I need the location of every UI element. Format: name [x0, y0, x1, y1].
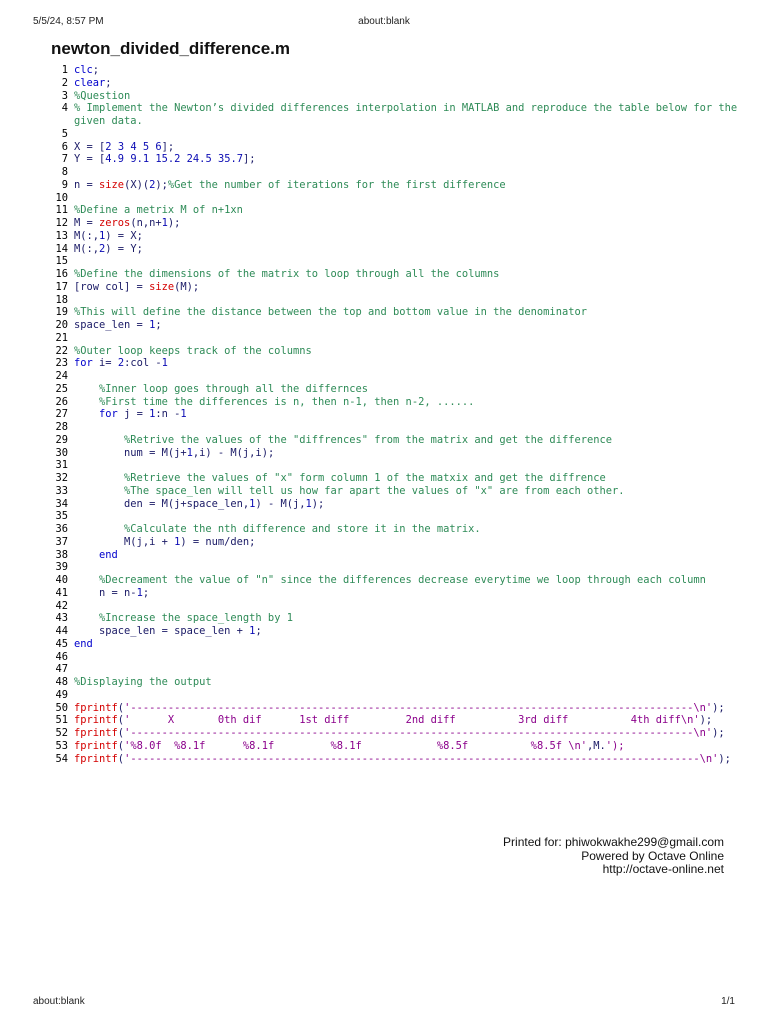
print-page-title: about:blank	[358, 16, 410, 27]
line-number: 44	[55, 625, 68, 637]
code-line	[48, 192, 738, 205]
line-number: 43	[55, 612, 68, 625]
code-text: %Define a metrix M of n+1xn	[74, 204, 243, 217]
code-line	[48, 370, 738, 383]
line-number: 29	[55, 433, 68, 446]
print-footer-url: about:blank	[33, 996, 85, 1007]
code-text: %Increase the space_length by 1	[99, 612, 293, 625]
code-text: n = n-1;	[74, 586, 150, 599]
code-text: fprintf('------------------------------------------------------------------------------------------\n');	[74, 727, 725, 739]
print-info	[503, 836, 724, 877]
line-number: 49	[55, 688, 68, 701]
code-text: n = size(X)(2);%Get the number of iterations for the first difference	[74, 178, 506, 191]
print-page-count: 1/1	[721, 996, 735, 1007]
code-line	[48, 600, 738, 613]
line-number: 21	[55, 331, 68, 344]
line-number: 23	[55, 357, 68, 370]
code-text: %Calculate the nth difference and store it in the matrix.	[124, 523, 481, 535]
line-number: 35	[55, 510, 68, 523]
line-number: 28	[55, 421, 68, 433]
code-text: for i= 2:col -1	[74, 357, 168, 370]
code-text: %Question	[74, 89, 131, 102]
code-line	[48, 179, 738, 192]
code-line	[48, 574, 738, 587]
code-line	[48, 727, 738, 740]
line-number: 40	[55, 574, 68, 586]
code-text: %This will define the distance between the top and bottom value in the denominator	[74, 306, 587, 319]
line-number: 19	[55, 306, 68, 319]
code-line	[48, 510, 738, 523]
code-line	[48, 536, 738, 549]
line-number: 9	[61, 178, 68, 191]
code-text: Y = [4.9 9.1 15.2 24.5 35.7];	[74, 153, 256, 166]
code-text: M(:,1) = X;	[74, 229, 143, 242]
code-text: end	[99, 548, 118, 561]
code-line	[48, 306, 738, 319]
code-text: clc;	[74, 64, 100, 76]
code-text: % Implement the Newton’s divided differences interpolation in MATLAB and reproduce the table below for the given data.	[74, 102, 744, 127]
code-line	[48, 141, 738, 154]
code-line	[48, 561, 738, 574]
line-number: 24	[55, 370, 68, 382]
code-text: space_len = space_len + 1;	[74, 625, 262, 637]
print-datetime: 5/5/24, 8:57 PM	[33, 16, 104, 27]
code-line	[48, 485, 738, 498]
code-line	[48, 740, 738, 753]
code-line	[48, 281, 738, 294]
line-number: 6	[61, 140, 68, 153]
code-line	[48, 294, 738, 307]
code-line	[48, 153, 738, 166]
file-title: newton_divided_difference.m	[51, 39, 290, 58]
code-line	[48, 676, 738, 689]
code-line	[48, 64, 738, 77]
code-text: den = M(j+space_len,1) - M(j,1);	[74, 497, 325, 510]
line-number: 2	[61, 76, 68, 89]
code-text: %First time the differences is n, then n-1, then n-2, ......	[99, 395, 475, 408]
code-text: fprintf('-------------------------------------------------------------------------------------------\n');	[74, 752, 731, 765]
code-line	[48, 549, 738, 562]
line-number: 50	[55, 701, 68, 714]
code-line	[48, 319, 738, 332]
code-text: [row col] = size(M);	[74, 280, 200, 293]
line-number: 16	[55, 268, 68, 280]
code-text: %Decreament the value of "n" since the differences decrease everytime we loop through each column	[99, 574, 706, 586]
line-number: 11	[55, 204, 68, 217]
line-number: 48	[55, 676, 68, 688]
code-text: %The space_len will tell us how far apart the values of "x" are from each other.	[124, 484, 625, 497]
code-line	[48, 204, 738, 217]
line-number: 33	[55, 484, 68, 497]
line-number: 41	[55, 586, 68, 599]
code-text: fprintf('------------------------------------------------------------------------------------------\n');	[74, 701, 725, 714]
code-text: clear;	[74, 76, 112, 89]
line-number: 26	[55, 395, 68, 408]
code-line	[48, 498, 738, 511]
line-number: 39	[55, 561, 68, 574]
line-number: 52	[55, 727, 68, 739]
line-number: 5	[61, 127, 68, 140]
code-line	[48, 166, 738, 179]
code-text: M(j,i + 1) = num/den;	[74, 535, 256, 548]
line-number: 38	[55, 548, 68, 561]
code-line	[48, 77, 738, 90]
line-number: 47	[55, 663, 68, 676]
code-text: X = [2 3 4 5 6];	[74, 140, 175, 153]
code-line	[48, 396, 738, 409]
code-line	[48, 128, 738, 141]
line-number: 14	[55, 242, 68, 255]
code-line	[48, 472, 738, 485]
line-number: 4	[61, 102, 68, 115]
line-number: 27	[55, 408, 68, 421]
powered-by: Powered by Octave Online	[581, 848, 724, 863]
code-line	[48, 434, 738, 447]
code-line	[48, 587, 738, 600]
code-line	[48, 625, 738, 638]
code-line	[48, 447, 738, 460]
code-line	[48, 408, 738, 421]
code-text: space_len = 1;	[74, 319, 162, 331]
code-text: %Define the dimensions of the matrix to loop through all the columns	[74, 268, 500, 280]
code-line	[48, 255, 738, 268]
line-number: 8	[61, 166, 68, 178]
code-line	[48, 702, 738, 715]
code-line	[48, 243, 738, 256]
code-text: for j = 1:n -1	[99, 408, 187, 421]
code-line	[48, 714, 738, 727]
line-number: 51	[55, 714, 68, 727]
code-line	[48, 421, 738, 434]
code-text: %Retrieve the values of "x" form column 1 of the matxix and get the diffrence	[124, 472, 606, 484]
line-number: 34	[55, 497, 68, 510]
code-text: M = zeros(n,n+1);	[74, 217, 181, 229]
code-text: num = M(j+1,i) - M(j,i);	[74, 446, 275, 459]
line-number: 3	[61, 89, 68, 102]
code-line	[48, 230, 738, 243]
line-number: 13	[55, 229, 68, 242]
line-number: 32	[55, 472, 68, 484]
line-number: 12	[55, 217, 68, 229]
line-number: 15	[55, 255, 68, 268]
code-text: M(:,2) = Y;	[74, 242, 143, 255]
line-number: 10	[55, 191, 68, 204]
code-line	[48, 332, 738, 345]
line-number: 37	[55, 535, 68, 548]
code-line	[48, 689, 738, 702]
code-text: %Outer loop keeps track of the columns	[74, 344, 312, 357]
line-number: 46	[55, 650, 68, 663]
code-text: fprintf('%8.0f %8.1f %8.1f %8.1f %8.5f %8.5f \n',M.');	[74, 739, 625, 752]
line-number: 36	[55, 523, 68, 535]
code-line	[48, 523, 738, 536]
line-number: 30	[55, 446, 68, 459]
line-number: 53	[55, 739, 68, 752]
code-line	[48, 217, 738, 230]
code-line	[48, 102, 744, 128]
line-number: 42	[55, 599, 68, 612]
code-text: %Retrive the values of the "diffrences" from the matrix and get the difference	[124, 433, 612, 446]
line-number: 22	[55, 344, 68, 357]
line-number: 31	[55, 459, 68, 472]
code-line	[48, 638, 738, 651]
code-line	[48, 90, 738, 103]
printed-for: Printed for: phiwokwakhe299@gmail.com	[503, 835, 724, 849]
line-number: 7	[61, 153, 68, 166]
code-text: end	[74, 637, 93, 650]
code-line	[48, 345, 738, 358]
octave-url[interactable]: http://octave-online.net	[602, 862, 724, 876]
code-line	[48, 357, 738, 370]
code-text: fprintf(' X 0th dif 1st diff 2nd diff 3rd diff 4th diff\n');	[74, 714, 713, 727]
line-number: 45	[55, 637, 68, 650]
code-line	[48, 753, 738, 766]
code-line	[48, 383, 738, 396]
code-text: %Inner loop goes through all the differnces	[99, 382, 369, 395]
code-line	[48, 651, 738, 664]
code-line	[48, 268, 738, 281]
code-line	[48, 612, 738, 625]
line-number: 18	[55, 293, 68, 306]
code-line	[48, 663, 738, 676]
line-number: 1	[61, 64, 68, 76]
line-number: 25	[55, 382, 68, 395]
code-text: %Displaying the output	[74, 676, 212, 688]
code-line	[48, 459, 738, 472]
code-listing	[48, 64, 744, 765]
line-number: 54	[55, 752, 68, 765]
line-number: 17	[55, 280, 68, 293]
line-number: 20	[55, 319, 68, 331]
